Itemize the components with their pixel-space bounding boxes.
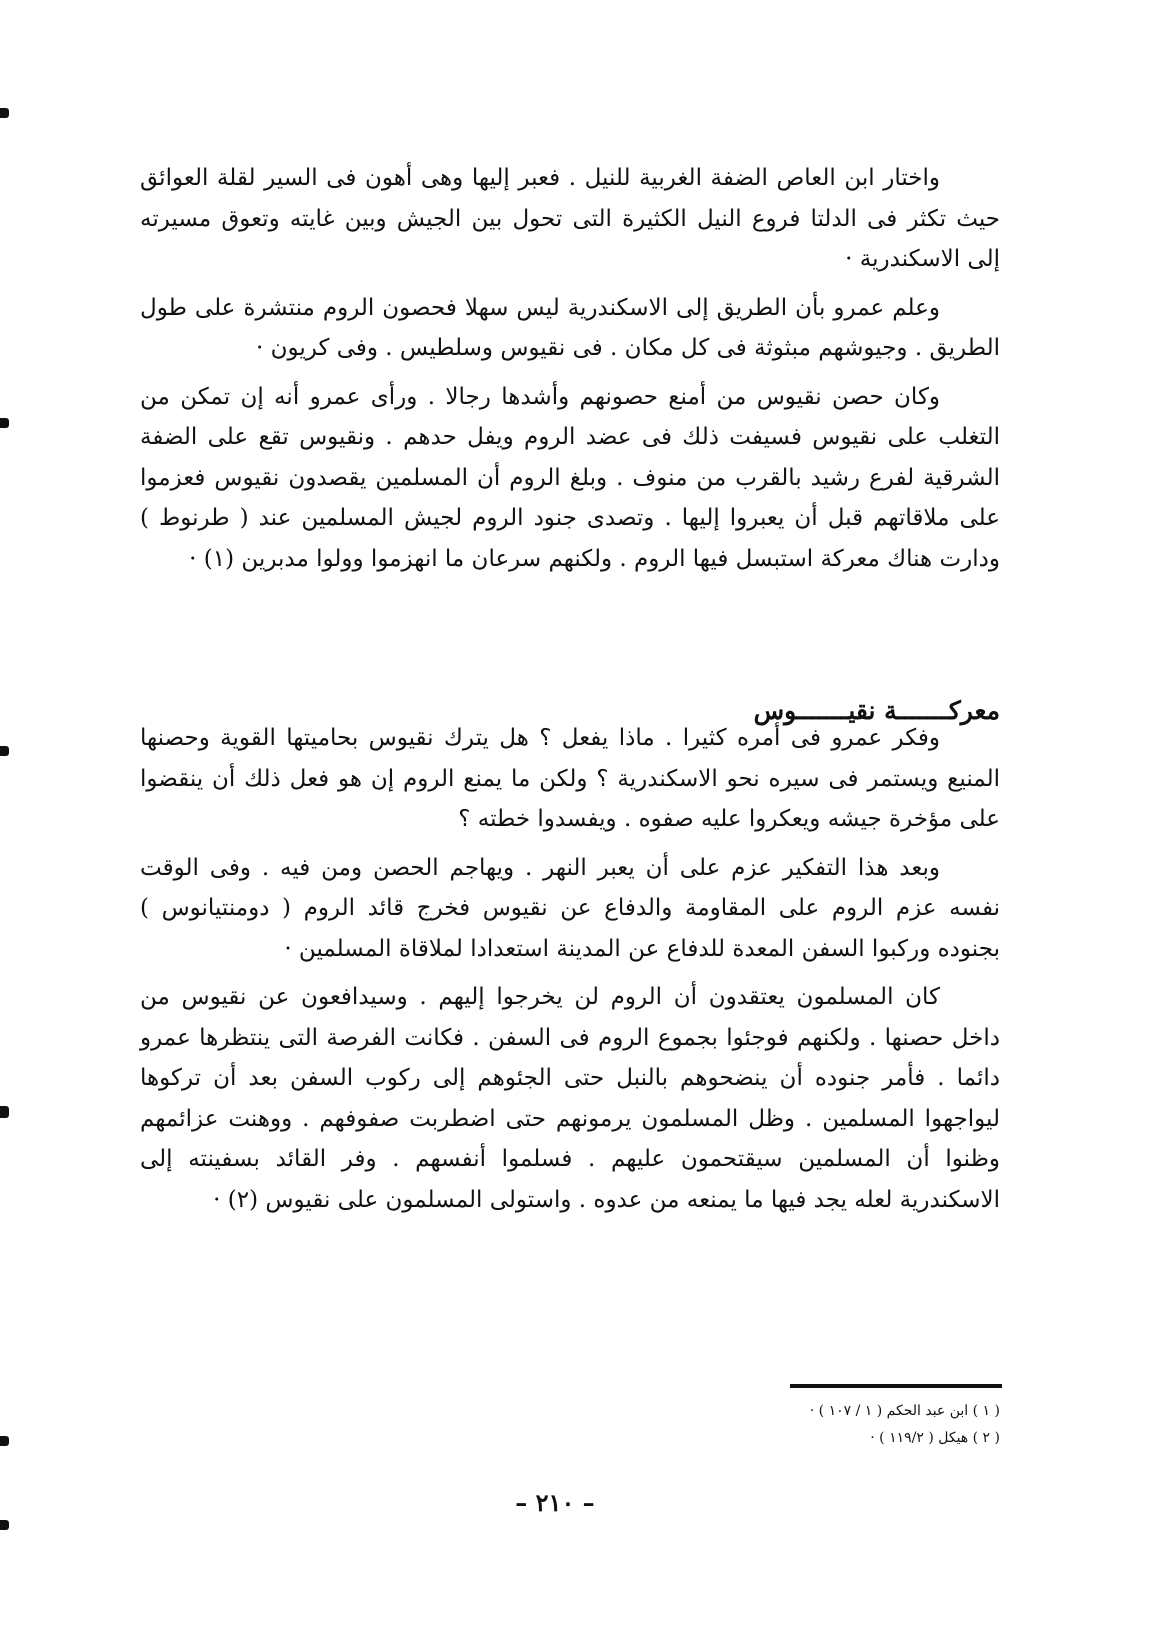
page-number: – ٢١٠ – — [515, 1488, 595, 1517]
paragraph: وفكر عمرو فى أمره كثيرا . ماذا يفعل ؟ هل يترك نقيوس بحاميتها القوية وحصنها المنيع ويستمر فى سيره نحو الاسكندرية ؟ ولكن ما يمنع الروم إن هو فعل ذلك أن ينقضوا على مؤخرة جيشه ويعكروا عليه صفوه . ويفسدوا خطته ؟ — [140, 725, 1000, 832]
scan-edge-mark — [0, 418, 9, 428]
bottom-body-text — [140, 718, 1000, 1220]
footnote: ( ٢ ) هيكل ( ١١٩/٢ ) · — [870, 1430, 1000, 1446]
footnote-divider — [790, 1384, 1002, 1388]
footnotes — [640, 1398, 1000, 1452]
scan-edge-mark — [0, 1106, 9, 1118]
paragraph: وبعد هذا التفكير عزم على أن يعبر النهر . ويهاجم الحصن ومن فيه . وفى الوقت نفسه عزم الروم على المقاومة والدفاع عن نقيوس فخرج قائد الروم ( دومنتيانوس ) بجنوده وركبوا السفن المعدة للدفاع عن المدينة استعدادا لملاقاة المسلمين · — [140, 854, 1000, 962]
footnote: ( ١ ) ابن عبد الحكم ( ١ / ١٠٧ ) · — [809, 1403, 1000, 1419]
top-body-text — [140, 158, 1000, 579]
section-title: معركـــــــة نقيـــــــوس — [753, 696, 1000, 725]
scan-edge-mark — [0, 108, 9, 118]
scan-edge-mark — [0, 1520, 9, 1530]
paragraph: وعلم عمرو بأن الطريق إلى الاسكندرية ليس سهلا فحصون الروم منتشرة على طول الطريق . وجيوشهم مبثوثة فى كل مكان . فى نقيوس وسلطيس . وفى كريون · — [140, 294, 1000, 361]
scan-edge-mark — [0, 1436, 9, 1446]
scan-edge-mark — [0, 746, 9, 756]
paragraph: واختار ابن العاص الضفة الغربية للنيل . فعبر إليها وهى أهون فى السير لقلة العوائق حيث تكثر فى الدلتا فروع النيل الكثيرة التى تحول بين الجيش وبين غايته وتعوق مسيرته إلى الاسكندرية · — [140, 165, 1000, 272]
paragraph: كان المسلمون يعتقدون أن الروم لن يخرجوا إليهم . وسيدافعون عن نقيوس من داخل حصنها . ولكنهم فوجئوا بجموع الروم فى السفن . فكانت الفرصة التى ينتظرها عمرو دائما . فأمر جنوده أن ينضحوهم بالنبل حتى الجئوهم إلى ركوب السفن بعد أن تركوها ليواجهوا المسلمين . وظل المسلمون يرمونهم حتى اضطربت صفوفهم . ووهنت عزائمهم وظنوا أن المسلمين سيقتحمون عليهم . فسلموا أنفسهم . وفر القائد بسفينته إلى الاسكندرية لعله يجد فيها ما يمنعه من عدوه . واستولى المسلمون على نقيوس (٢) · — [140, 984, 1000, 1213]
paragraph: وكان حصن نقيوس من أمنع حصونهم وأشدها رجالا . ورأى عمرو أنه إن تمكن من التغلب على نقيوس فسيفت ذلك فى عضد الروم ويفل حدهم . ونقيوس تقع على الضفة الشرقية لفرع رشيد بالقرب من منوف . وبلغ الروم أن المسلمين يقصدون نقيوس فعزموا على ملاقاتهم قبل أن يعبروا إليها . وتصدى جنود الروم لجيش المسلمين عند ( طرنوط ) ودارت هناك معركة استبسل فيها الروم . ولكنهم سرعان ما انهزموا وولوا مدبرين (١) · — [140, 383, 1000, 572]
